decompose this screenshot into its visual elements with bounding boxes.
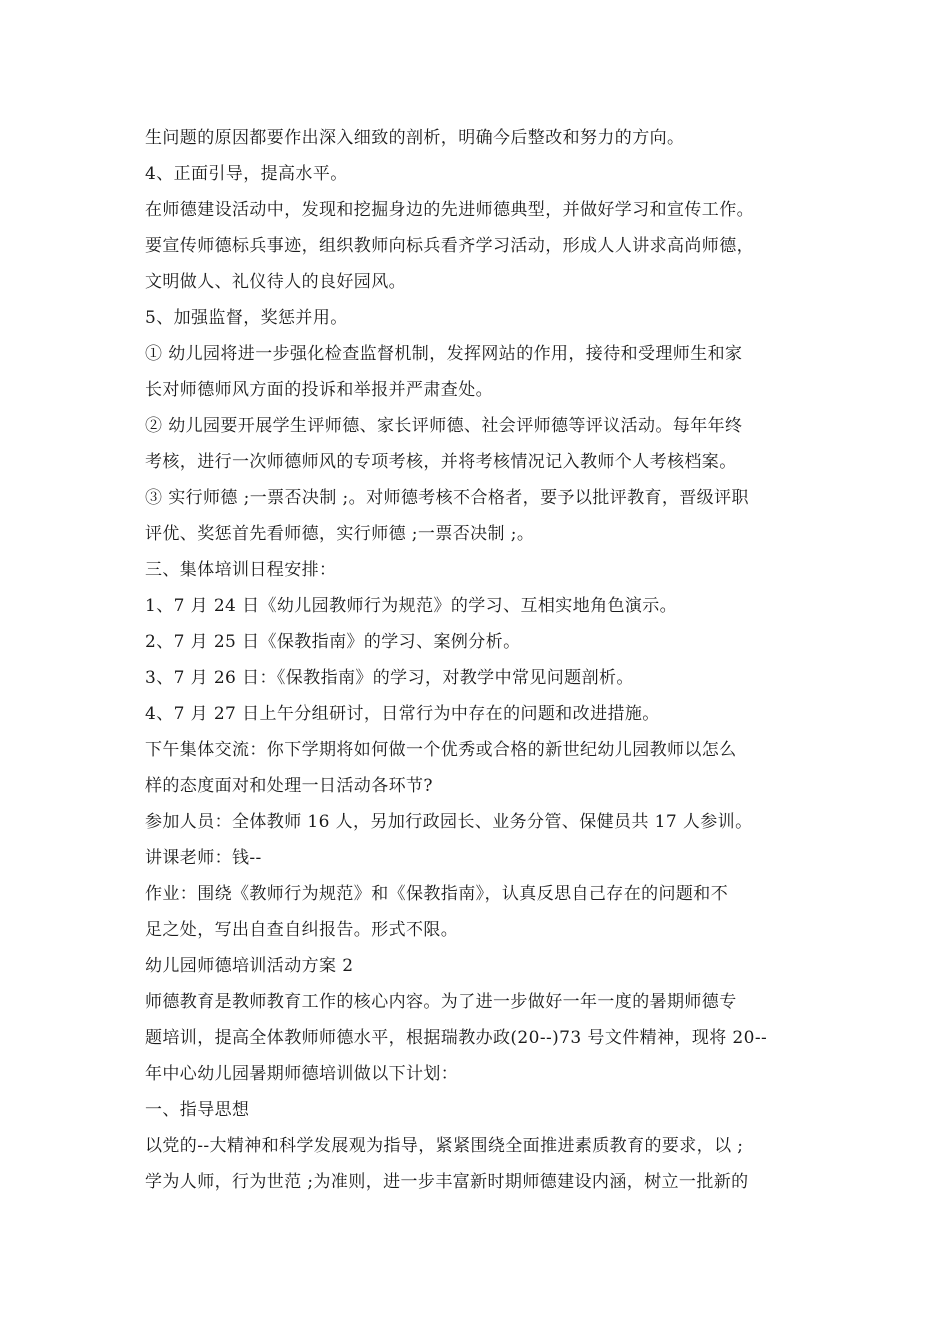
- text-line: 作业：围绕《教师行为规范》和《保教指南》，认真反思自己存在的问题和不: [145, 884, 729, 904]
- text-line: 生问题的原因都要作出深入细致的剖析，明确今后整改和努力的方向。: [145, 128, 685, 148]
- text-line: 评优、奖惩首先看师德，实行师德 ;一票否决制 ;。: [145, 524, 535, 544]
- text-line: 在师德建设活动中，发现和挖掘身边的先进师德典型，并做好学习和宣传工作。: [145, 200, 754, 220]
- schedule-item: 2、7 月 25 日《保教指南》的学习、案例分析。: [145, 632, 521, 652]
- document-title: 幼儿园师德培训活动方案 2: [145, 956, 354, 976]
- text-line: ② 幼儿园要开展学生评师德、家长评师德、社会评师德等评议活动。每年年终: [145, 416, 743, 436]
- text-line: 下午集体交流：你下学期将如何做一个优秀或合格的新世纪幼儿园教师以怎么: [145, 740, 737, 760]
- schedule-item: 3、7 月 26 日：《保教指南》的学习，对教学中常见问题剖析。: [145, 668, 634, 688]
- schedule-item: 1、7 月 24 日《幼儿园教师行为规范》的学习、互相实地角色演示。: [145, 596, 678, 616]
- section-heading: 三、集体培训日程安排：: [145, 560, 337, 580]
- section-heading: 4、正面引导，提高水平。: [145, 164, 348, 184]
- text-line: 以党的--大精神和科学发展观为指导，紧紧围绕全面推进素质教育的要求，以 ;: [145, 1136, 744, 1156]
- text-line: 讲课老师：钱--: [145, 848, 262, 868]
- text-line: ① 幼儿园将进一步强化检查监督机制，发挥网站的作用，接待和受理师生和家: [145, 344, 743, 364]
- schedule-item: 4、7 月 27 日上午分组研讨，日常行为中存在的问题和改进措施。: [145, 704, 660, 724]
- document-body: [145, 120, 825, 1200]
- text-line: 学为人师，行为世范 ;为准则，进一步丰富新时期师德建设内涵，树立一批新的: [145, 1172, 749, 1192]
- section-heading: 5、加强监督，奖惩并用。: [145, 308, 348, 328]
- text-line: ③ 实行师德 ;一票否决制 ;。对师德考核不合格者，要予以批评教育，晋级评职: [145, 488, 749, 508]
- text-line: 要宣传师德标兵事迹，组织教师向标兵看齐学习活动，形成人人讲求高尚师德，: [145, 236, 754, 256]
- text-line: 样的态度面对和处理一日活动各环节?: [145, 776, 433, 796]
- text-line: 师德教育是教师教育工作的核心内容。为了进一步做好一年一度的暑期师德专: [145, 992, 737, 1012]
- text-line: 考核，进行一次师德师风的专项考核，并将考核情况记入教师个人考核档案。: [145, 452, 737, 472]
- text-line: 文明做人、礼仪待人的良好园风。: [145, 272, 406, 292]
- text-line: 长对师德师风方面的投诉和举报并严肃查处。: [145, 380, 493, 400]
- text-line: 年中心幼儿园暑期师德培训做以下计划：: [145, 1064, 459, 1084]
- section-heading: 一、指导思想: [145, 1100, 250, 1120]
- text-line: 参加人员：全体教师 16 人，另加行政园长、业务分管、保健员共 17 人参训。: [145, 812, 753, 832]
- text-line: 题培训，提高全体教师师德水平，根据瑞教办政(20--)73 号文件精神，现将 20--: [145, 1028, 768, 1048]
- text-line: 足之处，写出自查自纠报告。形式不限。: [145, 920, 459, 940]
